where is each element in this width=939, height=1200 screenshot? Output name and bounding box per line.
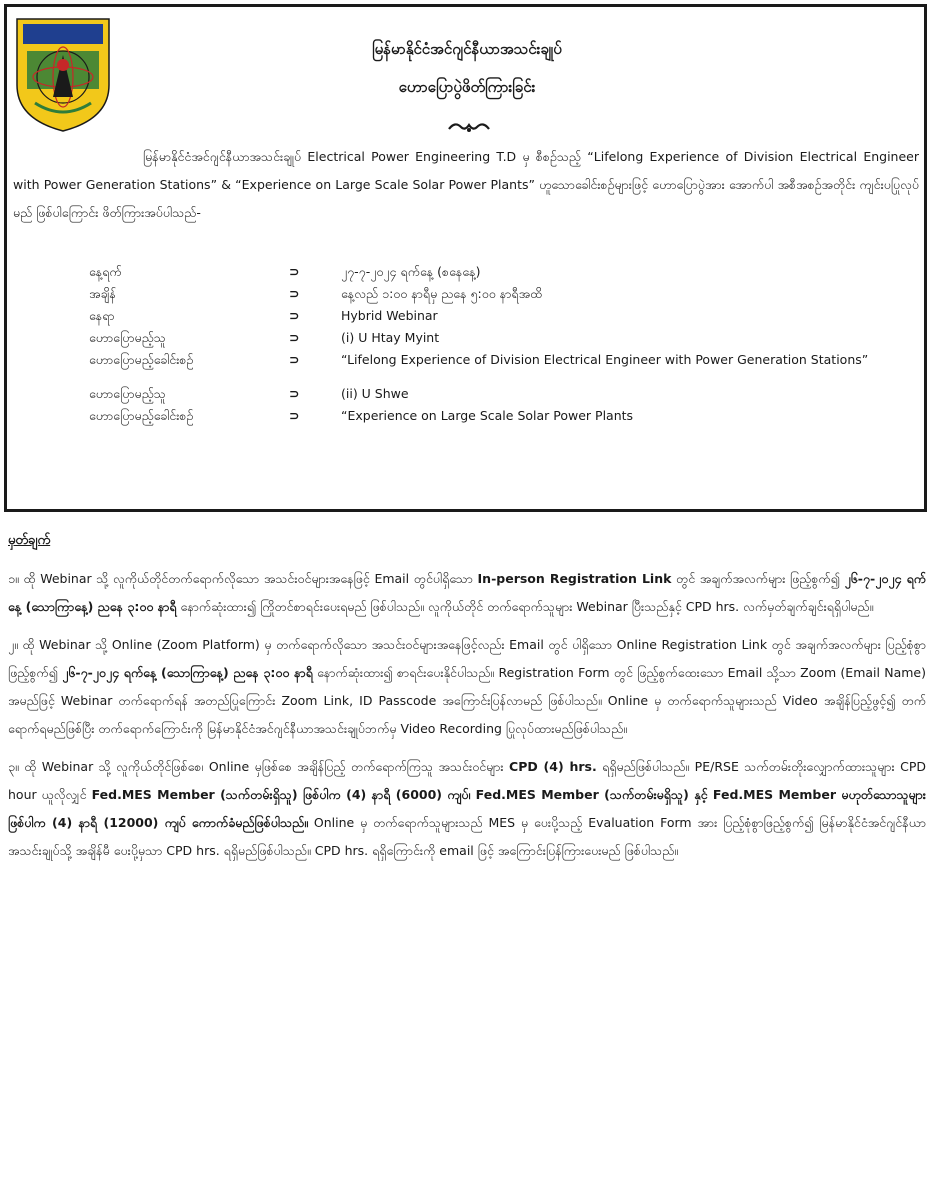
note-paragraph-3	[8, 753, 926, 865]
note-paragraph-1	[8, 565, 926, 621]
decorative-flourish-icon	[447, 119, 491, 135]
detail-arrow-icon: ⊃	[289, 330, 300, 345]
detail-arrow-icon: ⊃	[289, 264, 300, 279]
note-text: ၃။ ထို Webinar သို့ လူကိုယ်တိုင်ဖြစ်စေ၊ Online မှဖြစ်စေ အချိန်ပြည့် တက်ရောက်ကြသူ အသင်းဝင်များ	[8, 759, 510, 774]
note-bold-text: Fed.MES Member (သက်တမ်းရှိသူ) ဖြစ်ပါက (4) နာရီ (6000) ကျပ်၊ Fed.MES Member (သက်တမ်းမရှိသူ) နှင့် Fed.MES Member မဟုတ်သောသူများ ဖြစ်ပါက (4) နာရီ (12000) ကျပ် ကောက်ခံမည်ဖြစ်ပါသည်။	[8, 787, 926, 830]
detail-label: နေ့ရက်	[89, 264, 122, 279]
note-text: နောက်ဆုံးထား၍ ကြိုတင်စာရင်းပေးရမည် ဖြစ်ပါသည်။ လူကိုယ်တိုင် တက်ရောက်သူများ Webinar ပြီးသည်နှင့် CPD hrs. လက်မှတ်ချက်ချင်းရရှိပါမည်။	[176, 599, 874, 614]
detail-row-venue	[89, 305, 909, 327]
detail-label: အချိန်	[89, 286, 116, 301]
detail-row-time	[89, 283, 909, 305]
note-text: Online မှ တက်ရောက်သူများသည် MES မှ ပေးပို့သည့် Evaluation Form အား ပြည့်စုံစွာဖြည့်စွက်၍ မြန်မာနိုင်ငံအင်ဂျင်နီယာအသင်းချုပ်သို့ အချိန်မီ ပေးပို့မှသာ CPD hrs. ရရှိမည်ဖြစ်ပါသည်။ CPD hrs. ရရှိကြောင်းကို email ဖြင့် အကြောင်းပြန်ကြားပေးမည် ဖြစ်ပါသည်။	[8, 815, 926, 858]
detail-label: နေရာ	[89, 308, 115, 323]
notes-heading: မှတ်ချက်	[8, 533, 51, 548]
event-details	[89, 261, 909, 427]
detail-label: ဟောပြောမည့်သူ	[89, 330, 166, 345]
detail-value: “Lifelong Experience of Division Electrical Engineer with Power Generation Stations”	[341, 352, 869, 367]
detail-value: နေ့လည် ၁:၀၀ နာရီမှ ညနေ ၅:၀၀ နာရီအထိ	[341, 286, 543, 301]
detail-label: ဟောပြောမည့်ခေါင်းစဉ်	[89, 352, 194, 367]
detail-value: “Experience on Large Scale Solar Power Plants	[341, 408, 634, 423]
note-text: ရရှိမည်ဖြစ်ပါသည်။ PE/RSE သက်တမ်းတိုးလျှောက်ထားသူများ CPD hour ယူလိုလျှင်	[8, 759, 926, 802]
detail-label: ဟောပြောမည့်သူ	[89, 386, 166, 401]
detail-value: (i) U Htay Myint	[341, 330, 440, 345]
detail-row-speaker-2	[89, 383, 909, 405]
title-line-1: မြန်မာနိုင်ငံအင်ဂျင်နီယာအသင်းချုပ်	[372, 40, 562, 58]
title-line-2: ဟောပြောပွဲဖိတ်ကြားခြင်း	[398, 78, 536, 96]
detail-row-topic-1	[89, 349, 909, 371]
detail-arrow-icon: ⊃	[289, 308, 300, 323]
detail-arrow-icon: ⊃	[289, 286, 300, 301]
note-bold-text: ၂၆-၇-၂၀၂၄ ရက်နေ့ (သောကြာနေ့) ညနေ ၃:၀၀ နာရီ	[8, 571, 926, 614]
notes-section	[8, 532, 926, 875]
detail-value: (ii) U Shwe	[341, 386, 409, 401]
note-bold-text: In-person Registration Link	[477, 571, 672, 586]
detail-value: Hybrid Webinar	[341, 308, 438, 323]
notice-box	[4, 4, 927, 512]
note-text: တွင် အချက်အလက်များ ဖြည့်စွက်၍	[671, 571, 845, 586]
detail-arrow-icon: ⊃	[289, 386, 300, 401]
federation-logo	[13, 15, 113, 133]
detail-value: ၂၇-၇-၂၀၂၄ ရက်နေ့ (စနေနေ့)	[341, 264, 481, 279]
note-text: နောက်ဆုံးထား၍ စာရင်းပေးနိုင်ပါသည်။ Registration Form တွင် ဖြည့်စွက်ထေးသော Email သို့သာ Zoom (Email Name) အမည်ဖြင့် Webinar တက်ရောက်ရန် အတည်ပြုကြောင်း Zoom Link, ID Passcode အကြောင်းပြန်လာမည် ဖြစ်ပါသည်။ Online မှ တက်ရောက်သူများသည် Video အချိန်ပြည့်ဖွင့်၍ တက်ရောက်ရမည်ဖြစ်ပြီး တက်ရောက်ကြောင်းကို မြန်မာနိုင်ငံအင်ဂျင်နီယာအသင်းချုပ်ဘက်မှ Video Recording ပြုလုပ်ထားမည်ဖြစ်ပါသည်။	[8, 665, 926, 736]
note-paragraph-2	[8, 631, 926, 743]
note-bold-text: ၂၆-၇-၂၀၂၄ ရက်နေ့ (သောကြာနေ့) ညနေ ၃:၀၀ နာရီ	[62, 665, 313, 680]
detail-row-speaker-1	[89, 327, 909, 349]
note-text: ၂။ ထို Webinar သို့ Online (Zoom Platform) မှ တက်ရောက်လိုသော အသင်းဝင်များအနေဖြင့်လည်း Email တွင် ပါရှိသော Online Registration Link တွင် အချက်အလက်များ ပြည့်စုံစွာ ဖြည့်စွက်၍	[8, 637, 926, 680]
detail-arrow-icon: ⊃	[289, 408, 300, 423]
detail-row-topic-2	[89, 405, 909, 427]
detail-arrow-icon: ⊃	[289, 352, 300, 367]
note-bold-text: CPD (4) hrs.	[509, 759, 597, 774]
detail-label: ဟောပြောမည့်ခေါင်းစဉ်	[89, 408, 194, 423]
note-text: ၁။ ထို Webinar သို့ လူကိုယ်တိုင်တက်ရောက်လိုသော အသင်းဝင်များအနေဖြင့် Email တွင်ပါရှိသော	[8, 571, 478, 586]
detail-row-date	[89, 261, 909, 283]
intro-paragraph: မြန်မာနိုင်ငံအင်ဂျင်နီယာအသင်းချုပ် Electrical Power Engineering T.D မှ စီစဉ်သည့် “Lifelong Experience of Division Electrical Engineer with Power Generation Stations” & “Experience on Large Scale Solar Power Plants” ဟူသောခေါင်းစဉ်များဖြင့် ဟောပြောပွဲအား အောက်ပါ အစီအစဉ်အတိုင်း ကျင်းပပြုလုပ်မည် ဖြစ်ပါကြောင်း ဖိတ်ကြားအပ်ပါသည်-	[13, 149, 919, 220]
